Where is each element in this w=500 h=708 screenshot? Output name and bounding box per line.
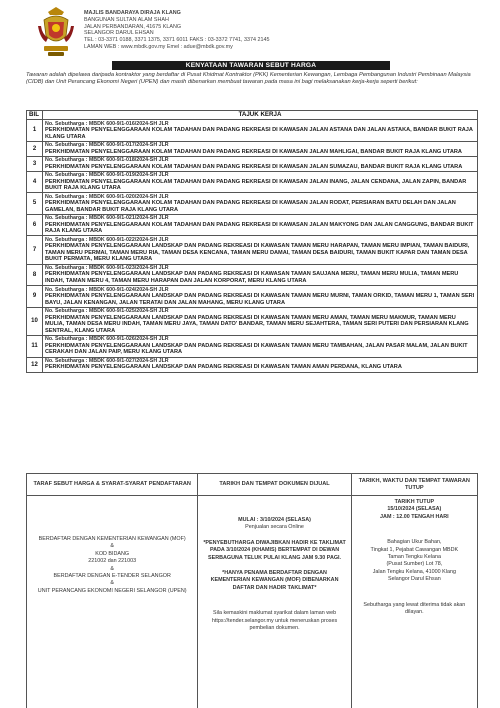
update-info-note: Sila kemaskini maklumat syarikat dalam laman web https://tender.selangor.my untuk meneruskan proses pembelian dokumen.	[211, 610, 338, 632]
row-number: 4	[27, 171, 43, 193]
table-row	[27, 357, 478, 372]
req-amp: &	[110, 543, 114, 550]
table-row	[27, 286, 478, 308]
address-line: Bahagian Ukur Bahan,	[387, 539, 442, 546]
row-work	[43, 193, 478, 215]
info-header-requirements: TARAF SEBUT HARGA & SYARAT-SYARAT PENDAFTARAN	[27, 474, 198, 496]
work-title: PERKHIDMATAN PENYELENGGARAAN LANDSKAP DAN PADANG REKREASI DI KAWASAN TAMAN SAUJANA MERU, TAMAN MERU MULIA, TAMAN MERU INDAH, TAMAN MERU 4, TAMAN MERU HARAPAN DAN JALAN KORPORAT, MERU KLANG UTARA	[45, 271, 459, 285]
table-row	[27, 193, 478, 215]
row-number: 1	[27, 120, 43, 142]
row-work	[43, 156, 478, 171]
quotation-ref: No. Sebutharga : MBDK 600-9/1-018/2024-SH JLR	[45, 157, 169, 164]
work-title: PERKHIDMATAN PENYELENGGARAAN KOLAM TADAHAN DAN PADANG REKREASI DI KAWASAN JALAN ASTANA DAN JALAN ASTAKA, BANDAR BUKIT RAJA KLANG UTARA	[45, 126, 473, 140]
table-row	[27, 307, 478, 335]
table-row	[27, 156, 478, 171]
closing-cell	[351, 496, 477, 708]
row-work	[43, 357, 478, 372]
table-row	[27, 120, 478, 142]
quotation-ref: No. Sebutharga : MBDK 600-9/1-019/2024-SH JLR	[45, 172, 169, 179]
row-number: 6	[27, 214, 43, 236]
row-number: 2	[27, 141, 43, 156]
intro-paragraph: Tawaran adalah dipelawa daripada kontraktor yang berdaftar di Pusat Khidmat Kontraktor (PKK) Kementerian Kewangan, Lembaga Pembangunan Industri Pembinaan Malaysia (CIDB) dan Unit Perancang Ekonomi Negeri (UPEN) dan masih dibenarkan membuat tawaran pada masa ini bagi melaksanakan kerja-kerja seperti berikut:	[26, 72, 471, 86]
row-number: 10	[27, 307, 43, 335]
row-work	[43, 236, 478, 264]
req-amp: &	[110, 580, 114, 587]
row-number: 12	[27, 357, 43, 372]
req-upen: UNIT PERANCANG EKONOMI NEGERI SELANGOR (UPEN)	[37, 587, 187, 594]
documents-cell	[198, 496, 351, 708]
row-work	[43, 307, 478, 335]
table-row	[27, 264, 478, 286]
work-title: PERKHIDMATAN PENYELENGGARAAN KOLAM TADAHAN DAN PADANG REKREASI DI KAWASAN JALAN INANG, JALAN CENDANA, JALAN ZAPIN, BANDAR BUKIT RAJA KLANG UTARA	[45, 178, 467, 192]
row-work	[43, 120, 478, 142]
req-etender: BERDAFTAR DENGAN E-TENDER SELANGOR	[53, 573, 171, 580]
info-table	[26, 473, 478, 708]
address-line: Tingkat 1, Pejabat Cawangan MBDK	[370, 546, 459, 553]
org-line: MAJLIS BANDARAYA DIRAJA KLANG	[84, 10, 181, 16]
row-work	[43, 335, 478, 357]
org-line: JALAN PERBANDARAN, 41675 KLANG	[84, 23, 182, 30]
closing-date: 15/10/2024 (SELASA)	[387, 506, 442, 513]
majlis-crest-icon	[36, 6, 76, 58]
row-number: 8	[27, 264, 43, 286]
quotation-ref: No. Sebutharga : MBDK 600-9/1-027/2024-SH JLR	[45, 358, 169, 365]
requirements-cell	[27, 496, 198, 708]
req-kod-label: KOD BIDANG	[95, 550, 130, 557]
letterhead	[36, 6, 476, 60]
quotation-ref: No. Sebutharga : MBDK 600-9/1-020/2024-SH JLR	[45, 193, 169, 200]
org-line: TEL : 03-3371 0188, 3371 1375, 3371 6011 FAKS : 03-3372 7741, 3374 2145	[84, 37, 270, 44]
row-work	[43, 286, 478, 308]
work-title: PERKHIDMATAN PENYELENGGARAAN LANDSKAP DAN PADANG REKREASI DI KAWASAN TAMAN MERU MURNI, TAMAN ORKID, TAMAN MERU 1, TAMAN SERI BAYU, JALAN KENANGAN, JALAN TERATAI DAN JALAN MAHANG, MERU KLANG UTARA	[45, 293, 475, 306]
work-title: PERKHIDMATAN PENYELENGGARAAN LANDSKAP DAN PADANG REKREASI DI KAWASAN TAMAN MERU AMAN, TAMAN MERU MAKMUR, TAMAN MERU MULIA, TAMAN DESA MERU INDAH, TAMAN MERU JAYA, TAMAN DATO' BANDAR, TAMAN MERU SEJAHTERA, TAMAN SERI PUTERI DAN PERSIARAN KLANG SENTRAL, KLANG UTARA	[45, 314, 469, 334]
late-submission-note: Sebutharga yang lewat diterima tidak akan dilayan.	[363, 601, 466, 616]
org-line: SELANGOR DARUL EHSAN	[84, 30, 154, 37]
address-line: (Pusat Sumber) Lot 78,	[386, 561, 443, 568]
org-line: LAMAN WEB : www.mbdk.gov.my Emel : adue@mbdk.gov.my	[84, 43, 233, 50]
row-number: 11	[27, 335, 43, 357]
works-table	[26, 110, 478, 373]
work-title: PERKHIDMATAN PENYELENGGARAAN LANDSKAP DAN PADANG REKREASI DI KAWASAN TAMAN AMAN PERDANA, KLANG UTARA	[45, 364, 402, 371]
quotation-ref: No. Sebutharga : MBDK 600-9/1-026/2024-SH JLR	[45, 336, 169, 343]
work-title: PERKHIDMATAN PENYELENGGARAAN LANDSKAP DAN PADANG REKREASI DI KAWASAN TAMAN MERU HARAPAN, TAMAN MERU IMPIAN, TAMAN BAIDURI, TAMAN MERU PERMAI, TAMAN MERU RIA, TAMAN DESA KENCANA, TAMAN MERU DAMAI, TAMAN DESA BAIDURI, TAMAN BUKIT KAPAR DAN TAMAN DESA BUKIT PERMATA, MERU KLANG UTARA	[45, 243, 470, 263]
quotation-ref: No. Sebutharga : MBDK 600-9/1-021/2024-SH JLR	[45, 215, 169, 222]
org-address	[84, 10, 270, 51]
address-line: Selangor Darul Ehsan	[387, 576, 441, 583]
address-line: Jalan Tengku Kelana, 41000 Klang	[372, 568, 456, 575]
briefing-note: *PENYEBUTHARGA DIWAJIBKAN HADIR KE TAKLIMAT PADA 3/10/2024 (KHAMIS) BERTEMPAT DI DEWAN SERBAGUNA TELUK PULAI KLANG JAM 9.30 PAGI.	[203, 539, 346, 561]
quotation-ref: No. Sebutharga : MBDK 600-9/1-022/2024-SH JLR	[45, 236, 169, 243]
org-line: BANGUNAN SULTAN ALAM SHAH	[84, 16, 169, 23]
work-title: PERKHIDMATAN PENYELENGGARAAN KOLAM TADAHAN DAN PADANG REKREASI DI KAWASAN JALAN SUMAZAU, BANDAR BUKIT RAJA KLANG UTARA	[45, 163, 463, 170]
info-header-documents: TARIKH DAN TEMPAT DOKUMEN DIJUAL	[198, 474, 351, 496]
req-kod-values: 221002 dan 221003	[88, 558, 137, 565]
work-title: PERKHIDMATAN PENYELENGGARAAN KOLAM TADAHAN DAN PADANG REKREASI DI KAWASAN JALAN RODAT, PERSIARAN BATU DELAH DAN JALAN GAMELAN, BANDAR BUKIT RAJA KLANG UTARA	[45, 200, 456, 213]
table-row	[27, 335, 478, 357]
quotation-ref: No. Sebutharga : MBDK 600-9/1-017/2024-SH JLR	[45, 142, 169, 149]
row-number: 3	[27, 156, 43, 171]
work-title: PERKHIDMATAN PENYELENGGARAAN LANDSKAP DAN PADANG REKREASI DI KAWASAN TAMAN MERU TAMBAHAN, JALAN PASAR MALAM, JALAN BUKIT CERAKAH DAN JALAN PAIP, MERU KLANG UTARA	[45, 342, 468, 356]
quotation-ref: No. Sebutharga : MBDK 600-9/1-024/2024-SH JLR	[45, 286, 169, 293]
registered-only-note: *HANYA PENAMA BERDAFTAR DENGAN KEMENTERIAN KEWANGAN (MOF) DIBENARKAN DAFTAR DAN HADIR TAKLIMAT*	[210, 570, 339, 591]
req-mof: BERDAFTAR DENGAN KEMENTERIAN KEWANGAN (MOF)	[38, 536, 186, 542]
quotation-ref: No. Sebutharga : MBDK 600-9/1-016/2024-SH JLR	[45, 120, 169, 127]
table-row	[27, 141, 478, 156]
info-header-closing: TARIKH, WAKTU DAN TEMPAT TAWARAN TUTUP	[351, 474, 477, 496]
closing-label: TARIKH TUTUP	[394, 499, 435, 505]
quotation-ref: No. Sebutharga : MBDK 600-9/1-025/2024-SH JLR	[45, 308, 169, 315]
table-row	[27, 171, 478, 193]
row-work	[43, 141, 478, 156]
row-work	[43, 264, 478, 286]
table-row	[27, 214, 478, 236]
work-title: PERKHIDMATAN PENYELENGGARAAN KOLAM TADAHAN DAN PADANG REKREASI DI KAWASAN JALAN MAKYONG DAN JALAN CANGGUNG, BANDAR BUKIT RAJA KLANG UTARA	[45, 221, 474, 235]
row-number: 9	[27, 286, 43, 308]
address-line: Taman Tengku Kelana	[387, 554, 441, 561]
sale-start: MULAI : 3/10/2024 (SELASA)	[238, 517, 311, 523]
row-work	[43, 214, 478, 236]
quotation-ref: No. Sebutharga : MBDK 600-9/1-023/2024-SH JLR	[45, 265, 169, 272]
col-work-header: TAJUK KERJA	[43, 111, 478, 120]
row-number: 5	[27, 193, 43, 215]
closing-time: JAM : 12.00 TENGAH HARI	[380, 513, 449, 520]
sale-online: Penjualan secara Online	[245, 524, 304, 531]
row-work	[43, 171, 478, 193]
col-bil-header: BIL	[27, 111, 43, 120]
notice-title: KENYATAAN TAWARAN SEBUT HARGA	[112, 61, 390, 70]
row-number: 7	[27, 236, 43, 264]
table-row	[27, 236, 478, 264]
work-title: PERKHIDMATAN PENYELENGGARAAN KOLAM TADAHAN DAN PADANG REKREASI DI KAWASAN JALAN MAHLIGAI, BANDAR BUKIT RAJA KLANG UTARA	[45, 148, 462, 155]
req-amp: &	[110, 565, 114, 572]
